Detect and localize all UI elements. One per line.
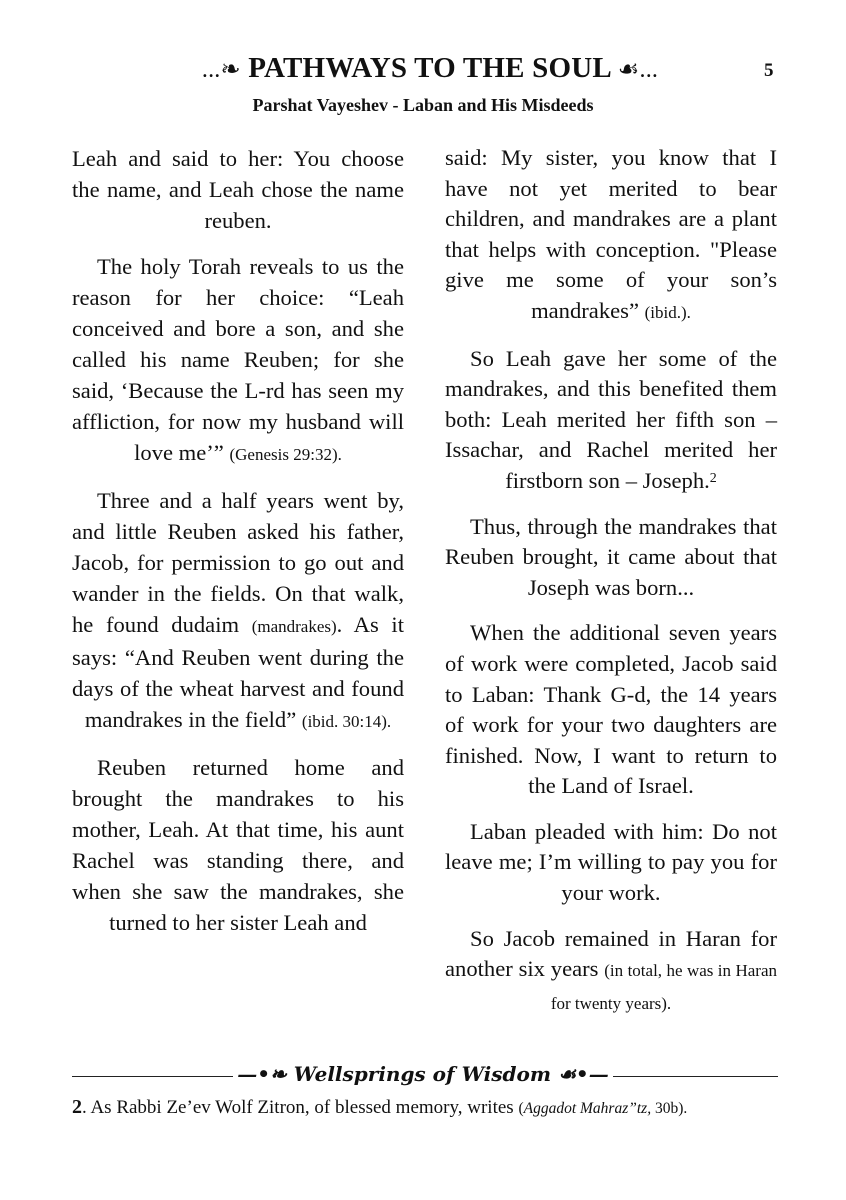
- footnote-number: 2: [72, 1096, 82, 1118]
- paragraph-text: So Leah gave her some of the mandrakes, and this benefited them both: Leah merited her fifth son – Issachar, and Rachel merited her firstborn son – Joseph.: [445, 345, 777, 493]
- divider-ornament-left: —•❧: [237, 1062, 287, 1086]
- footnote-cite-source: Aggadot Mahraz”tz,: [523, 1100, 652, 1117]
- paragraph: [72, 485, 404, 737]
- ornament-right: ☙...: [617, 57, 659, 83]
- paragraph: [445, 817, 777, 909]
- citation: (ibid.).: [644, 302, 691, 322]
- footnote-reference: 2: [709, 470, 717, 486]
- paragraph-text: Leah and said to her: You choose the name, and Leah chose the name reuben.: [72, 146, 404, 233]
- paragraph: [445, 344, 777, 497]
- footnote-text: . As Rabbi Ze’ev Wolf Zitron, of blessed memory, writes: [82, 1097, 519, 1118]
- footnote-divider: [0, 1062, 846, 1086]
- left-column: [72, 143, 404, 953]
- paragraph-text: Laban pleaded with him: Do not leave me; I’m willing to pay you for your work.: [445, 818, 777, 906]
- running-title: [130, 52, 730, 85]
- paragraph: [445, 924, 777, 1020]
- right-column: [445, 143, 777, 1034]
- book-title: PATHWAYS TO THE SOUL: [248, 52, 611, 84]
- footnote: [72, 1096, 792, 1119]
- paragraph: [72, 143, 404, 236]
- paragraph-text: . As it says: “And Reuben went during the days of the wheat harvest and found mandrakes in the field”: [72, 612, 404, 732]
- divider-label: Wellsprings of Wisdom: [293, 1062, 552, 1086]
- citation: (Genesis 29:32).: [229, 445, 342, 464]
- citation: (ibid. 30:14).: [301, 712, 392, 731]
- paragraph: [445, 618, 777, 802]
- paragraph-text: Reuben returned home and brought the mandrakes to his mother, Leah. At that time, his aunt Rachel was standing there, and when she saw the mandrakes, she turned to her sister Leah and: [72, 755, 404, 935]
- citation: (in total, he was in Haran for twenty years).: [550, 961, 777, 1013]
- paragraph-text: When the additional seven years of work were completed, Jacob said to Laban: Thank G-d, the 14 years of work for your two daughters are finished. Now, I want to return to the Land of Israel.: [445, 620, 777, 799]
- paragraph-text: Thus, through the mandrakes that Reuben brought, it came about that Joseph was born...: [445, 513, 777, 600]
- paragraph: [445, 143, 777, 329]
- paragraph-text: said: My sister, you know that I have not yet merited to bear children, and mandrakes are a plant that helps with conception. "Please give me some of your son’s mandrakes”: [445, 145, 777, 323]
- paragraph: [72, 752, 404, 938]
- ornament-left: ...❧: [201, 57, 241, 83]
- paragraph: [445, 512, 777, 604]
- divider-ornament-right: ☙•—: [558, 1062, 609, 1086]
- citation: (mandrakes): [251, 617, 337, 636]
- chapter-subtitle: Parshat Vayeshev - Laban and His Misdeeds: [252, 95, 594, 115]
- page-number: 5: [764, 60, 774, 81]
- paragraph-text: The holy Torah reveals to us the reason for her choice: “Leah conceived and bore a son, and she called his name Reuben; for she said, ‘Because the L-rd has seen my affliction, for now my husband will love me’”: [72, 254, 404, 465]
- paragraph-text: Three and a half years went by, and little Reuben asked his father, Jacob, for permission to go out and wander in the fields. On that walk, he found dudaim: [72, 488, 404, 637]
- paragraph-text: So Jacob remained in Haran for another six years: [445, 925, 777, 982]
- footnote-cite-open: (: [518, 1100, 524, 1117]
- paragraph: [72, 251, 404, 470]
- footnote-cite-rest: 30b).: [651, 1100, 688, 1117]
